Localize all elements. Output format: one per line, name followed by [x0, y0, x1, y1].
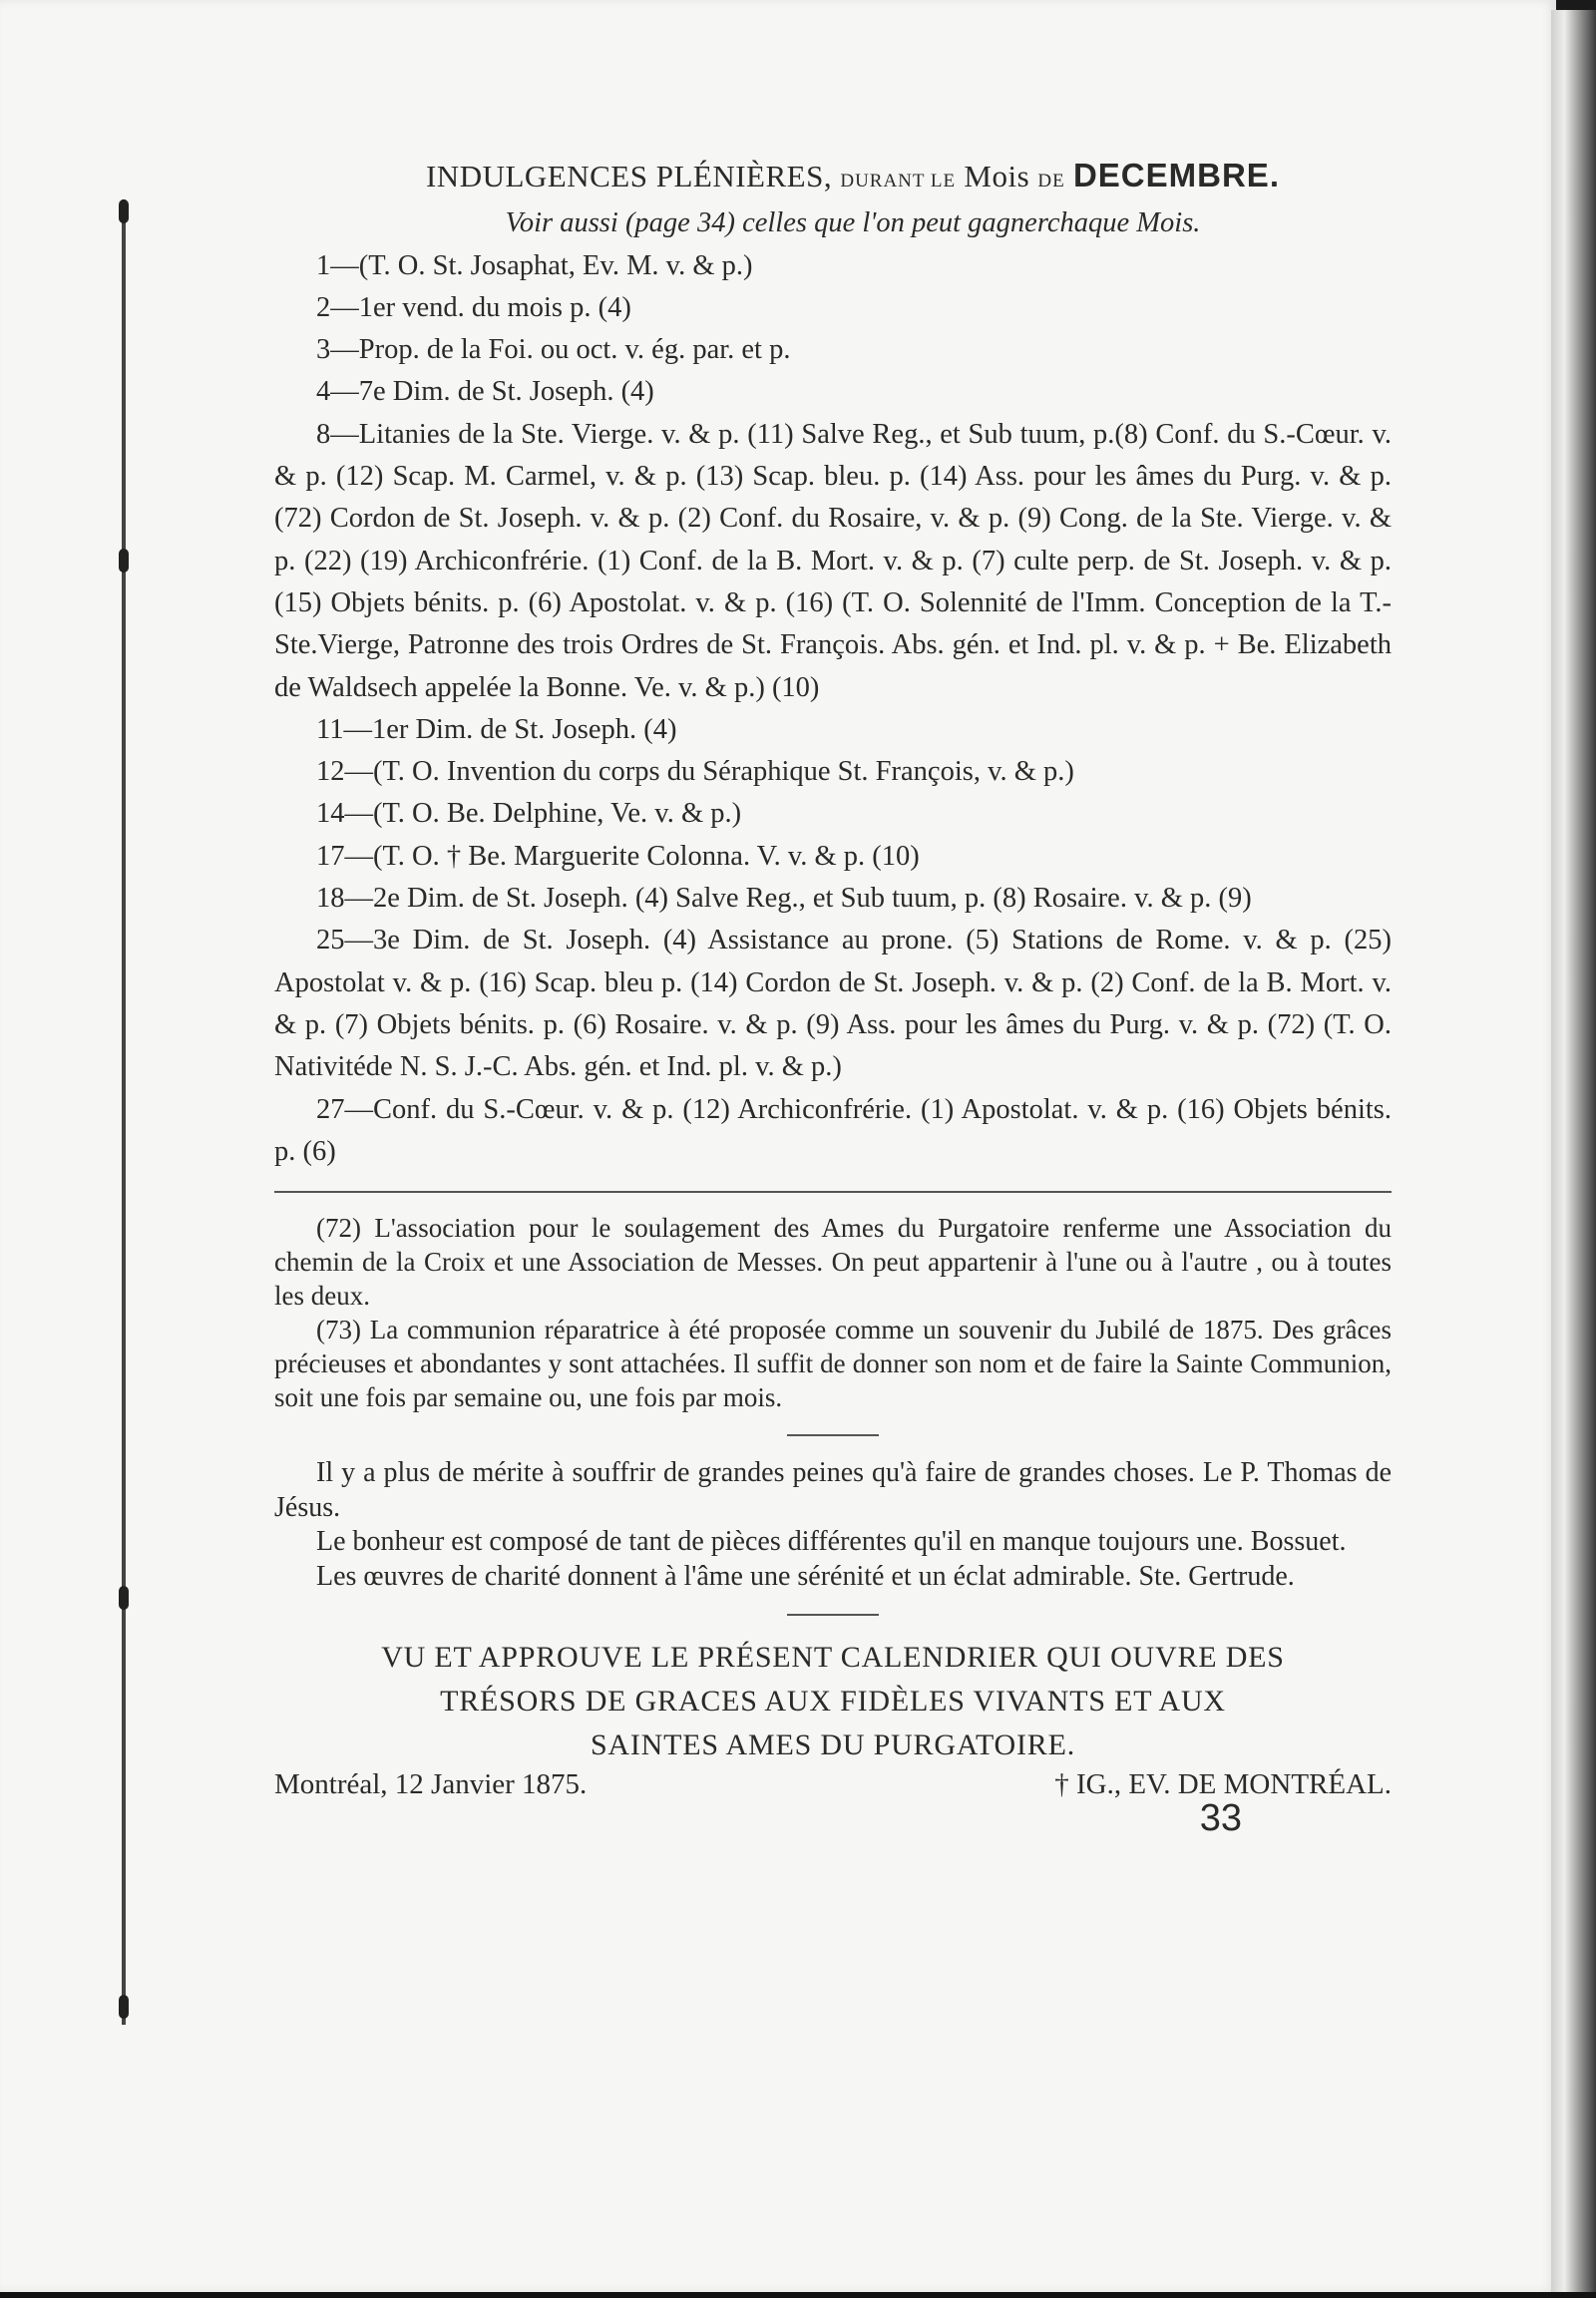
heading-month: DECEMBRE.	[1072, 157, 1280, 193]
footnotes	[274, 1211, 1392, 1414]
heading-de: DE	[1037, 171, 1065, 192]
indulgence-entry: 17—(T. O. † Be. Marguerite Colonna. V. v. & p. (10)	[316, 840, 920, 872]
indulgence-entry: 2—1er vend. du mois p. (4)	[316, 291, 631, 323]
page-subheading: Voir aussi (page 34) celles que l'on peut gagnerchaque Mois.	[505, 207, 1201, 239]
indulgence-entry: 4—7e Dim. de St. Joseph. (4)	[316, 376, 654, 408]
indulgence-list	[274, 245, 1392, 1174]
short-divider	[787, 1434, 879, 1436]
footnote: (72) L'association pour le soulagement des Ames du Purgatoire renferme une Association du chemin de la Croix et une Association de Messes. On peut appartenir à l'une ou à l'autre , ou à toutes les deux.	[274, 1213, 1392, 1312]
binding-line	[122, 199, 126, 2025]
indulgence-entry: 8—Litanies de la Ste. Vierge. v. & p. (11) Salve Reg., et Sub tuum, p.(8) Conf. du S.-Cœur. v. & p. (12) Scap. M. Carmel, v. & p. (13) Scap. bleu. p. (14) Ass. pour les âmes du Purg. v. & p. (72) Cordon de St. Joseph. v. & p. (2) Conf. du Rosaire, v. & p. (9) Cong. de la Ste. Vierge. v. & p. (22) (19) Archiconfrérie. (1) Conf. de la B. Mort. v. & p. (7) culte perp. de St. Joseph. v. & p. (15) Objets bénits. p. (6) Apostolat. v. & p. (16) (T. O. Solennité de l'Imm. Conception de la T.-Ste.Vierge, Patronne des trois Ordres de St. François. Abs. gén. et Ind. pl. v. & p. + Be. Elizabeth de Waldsech appelée la Bonne. Ve. v. & p.) (10)	[274, 418, 1392, 703]
page-number: 33	[1199, 1797, 1242, 1840]
indulgence-entry: 1—(T. O. St. Josaphat, Ev. M. v. & p.)	[316, 249, 753, 281]
short-divider	[787, 1614, 879, 1616]
approval-line: TRÉSORS DE GRACES AUX FIDÈLES VIVANTS ET AUX	[440, 1685, 1226, 1719]
binding-stitch	[119, 199, 129, 223]
bishop-signature: † IG., EV. DE MONTRÉAL.	[1054, 1768, 1392, 1801]
heading-main: INDULGENCES PLÉNIÈRES,	[425, 159, 833, 193]
approval-line: VU ET APPROUVE LE PRÉSENT CALENDRIER QUI OUVRE DES	[381, 1641, 1285, 1675]
scan-border	[0, 2292, 1596, 2298]
heading-durant: DURANT LE	[840, 171, 957, 192]
page-heading	[314, 155, 1392, 202]
approval-statement	[274, 1636, 1392, 1767]
indulgence-entry: 25—3e Dim. de St. Joseph. (4) Assistance au prone. (5) Stations de Rome. v. & p. (25) Apostolat v. & p. (16) Scap. bleu p. (14) Cordon de St. Joseph. v. & p. (2) Conf. de la B. Mort. v. & p. (7) Objets bénits. p. (6) Rosaire. v. & p. (9) Ass. pour les âmes du Purg. v. & p. (72) (T. O. Nativitéde N. S. J.-C. Abs. gén. et Ind. pl. v. & p.)	[274, 925, 1392, 1083]
approval-line: SAINTES AMES DU PURGATOIRE.	[590, 1728, 1076, 1762]
indulgence-entry: 12—(T. O. Invention du corps du Séraphique St. François, v. & p.)	[316, 756, 1074, 788]
indulgence-entry: 14—(T. O. Be. Delphine, Ve. v. & p.)	[316, 798, 742, 830]
quotes	[274, 1456, 1392, 1594]
quote: Il y a plus de mérite à souffrir de grandes peines qu'à faire de grandes choses. Le P. Thomas de Jésus.	[274, 1457, 1392, 1523]
book-edge	[1551, 10, 1596, 2298]
binding-stitch	[119, 549, 129, 573]
indulgence-entry: 27—Conf. du S.-Cœur. v. & p. (12) Archiconfrérie. (1) Apostolat. v. & p. (16) Objets bénits. p. (6)	[274, 1093, 1392, 1167]
place-date: Montréal, 12 Janvier 1875.	[274, 1768, 588, 1801]
binding-stitch	[119, 1995, 129, 2019]
section-divider	[274, 1191, 1392, 1193]
indulgence-entry: 11—1er Dim. de St. Joseph. (4)	[316, 713, 677, 745]
footnote: (73) La communion réparatrice à été proposée comme un souvenir du Jubilé de 1875. Des grâces précieuses et abondantes y sont attachées. Il suffit de donner son nom et de faire la Sainte Communion, soit une fois par semaine ou, une fois par mois.	[274, 1315, 1392, 1413]
indulgence-entry: 18—2e Dim. de St. Joseph. (4) Salve Reg., et Sub tuum, p. (8) Rosaire. v. & p. (9)	[316, 883, 1252, 915]
binding-stitch	[119, 1586, 129, 1610]
heading-mois: Mois	[964, 159, 1030, 193]
quote: Le bonheur est composé de tant de pièces différentes qu'il en manque toujours une. Bossuet.	[316, 1526, 1347, 1558]
page-content	[274, 155, 1392, 1840]
page-binding-thread	[112, 199, 138, 2025]
indulgence-entry: 3—Prop. de la Foi. ou oct. v. ég. par. et p.	[316, 334, 791, 366]
quote: Les œuvres de charité donnent à l'âme une sérénité et un éclat admirable. Ste. Gertrude.	[316, 1560, 1295, 1592]
